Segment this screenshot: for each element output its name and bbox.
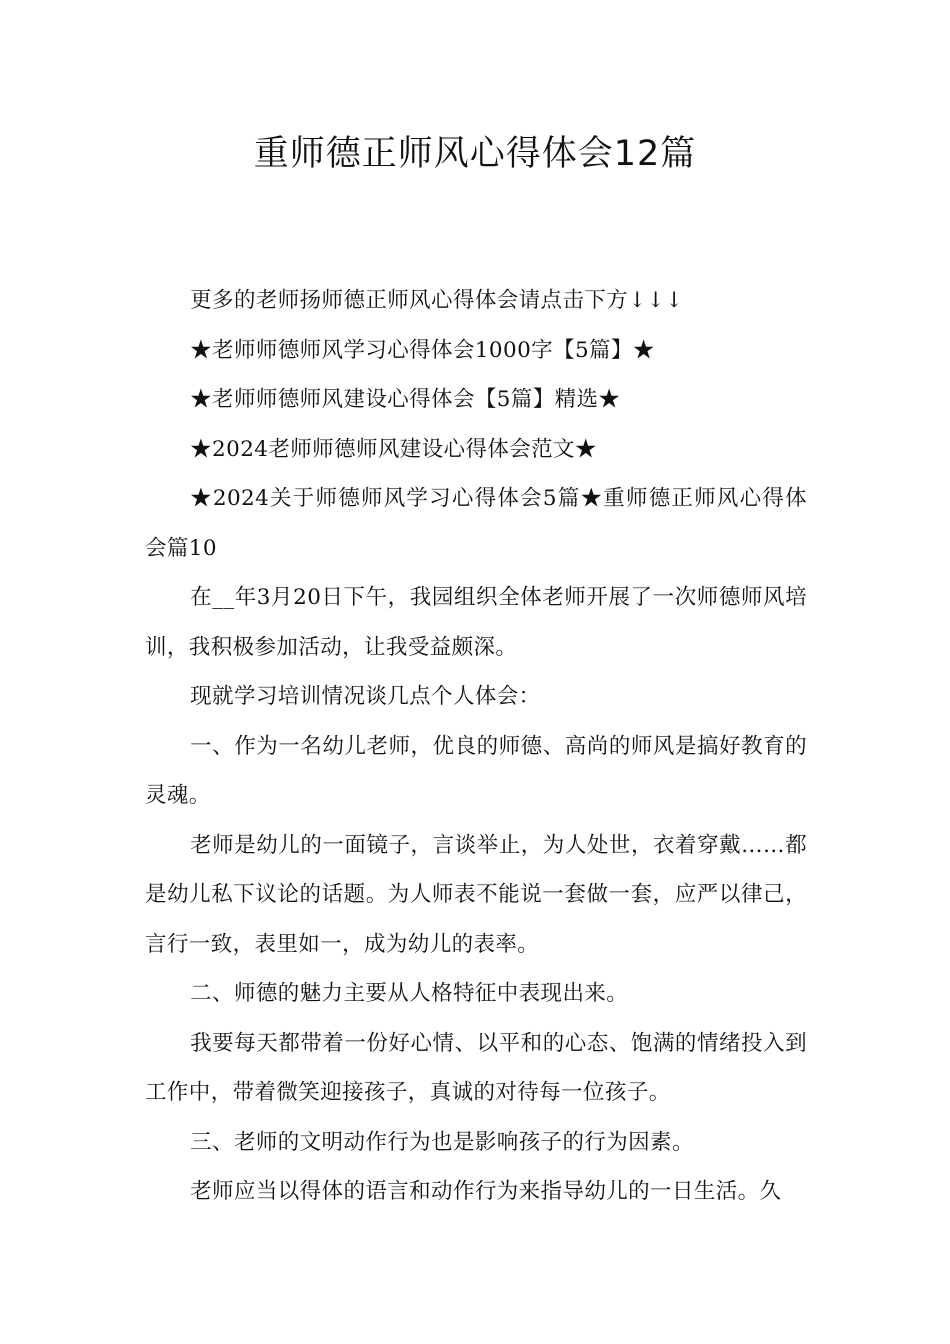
paragraph-point-one-detail: 老师是幼儿的一面镜子，言谈举止，为人处世，衣着穿戴……都是幼儿私下议论的话题。为人师表不能说一套做一套，应严以律己，言行一致，表里如一，成为幼儿的表率。 (145, 832, 807, 957)
paragraph-training-intro: 在__年3月20日下午，我园组织全体老师开展了一次师德师风培训，我积极参加活动，让我受益颇深。 (145, 585, 807, 660)
paragraph-link-3[interactable]: ★2024老师师德师风建设心得体会范文★ (190, 436, 597, 462)
paragraph-point-two-detail: 我要每天都带着一份好心情、以平和的心态、饱满的情绪投入到工作中，带着微笑迎接孩子，真诚的对待每一位孩子。 (145, 1030, 807, 1105)
paragraph-link-1[interactable]: ★老师师德师风学习心得体会1000字【5篇】★ (190, 337, 655, 363)
paragraph-more-link-intro: 更多的老师扬师德正师风心得体会请点击下方↓↓↓ (190, 288, 684, 313)
paragraph-point-two: 二、师德的魅力主要从人格特征中表现出来。 (190, 981, 629, 1006)
paragraph-point-three: 三、老师的文明动作行为也是影响孩子的行为因素。 (190, 1129, 694, 1155)
paragraph-link-4[interactable]: ★2024关于师德师风学习心得体会5篇★重师德正师风心得体会篇10 (145, 486, 807, 561)
paragraph-link-2[interactable]: ★老师师德师风建设心得体会【5篇】精选★ (190, 387, 621, 412)
paragraph-point-one: 一、作为一名幼儿老师，优良的师德、高尚的师风是搞好教育的灵魂。 (145, 733, 807, 808)
document-title: 重师德正师风心得体会12篇 (253, 134, 697, 174)
paragraph-summary-lead: 现就学习培训情况谈几点个人体会： (190, 684, 541, 709)
paragraph-point-three-detail: 老师应当以得体的语言和动作行为来指导幼儿的一日生活。久 (190, 1179, 782, 1204)
document-body (145, 276, 807, 1217)
